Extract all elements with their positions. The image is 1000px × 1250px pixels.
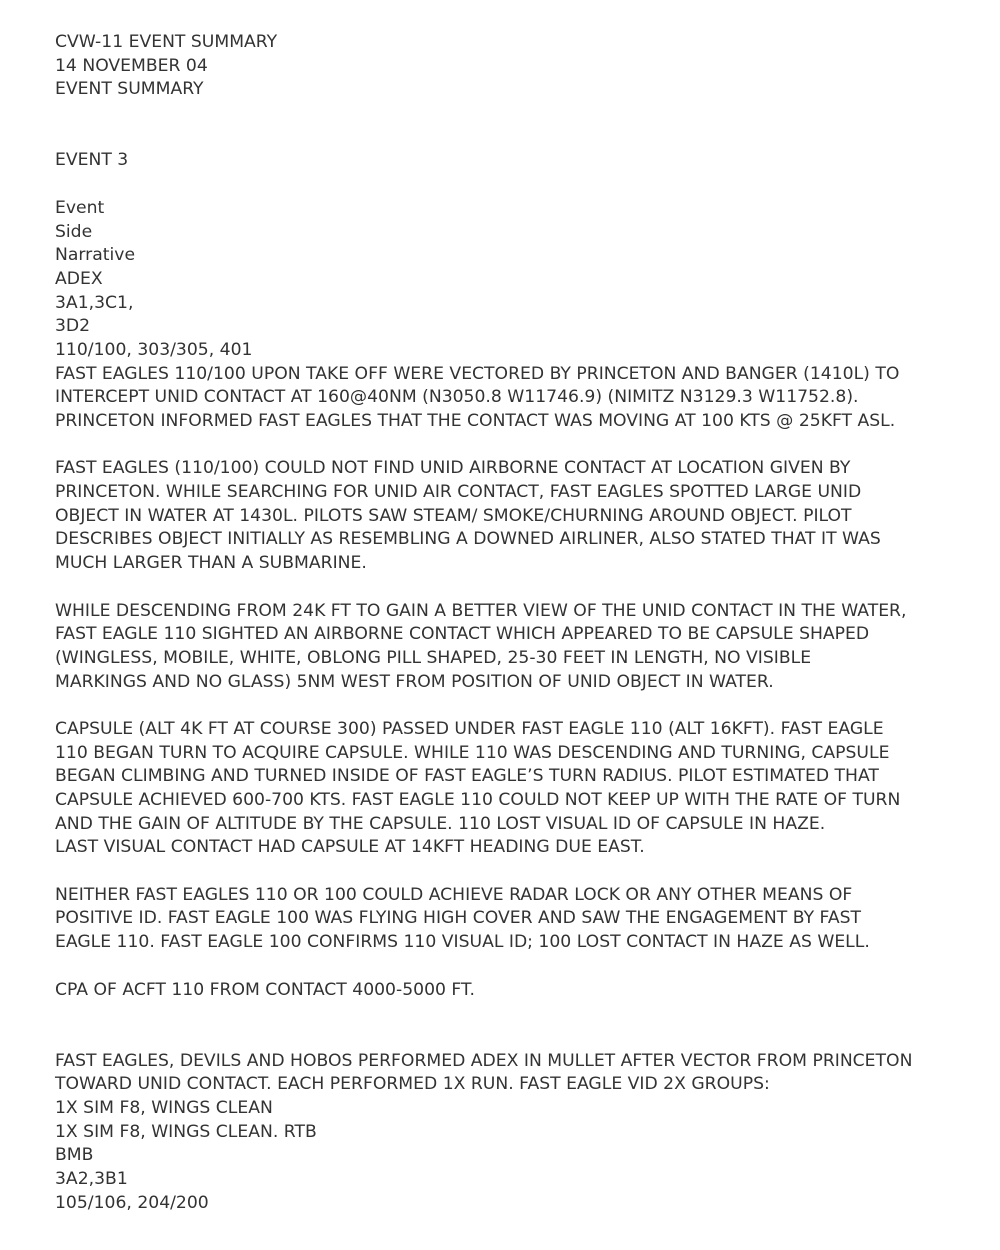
doc-line: Event <box>55 197 105 218</box>
doc-line: CPA OF ACFT 110 FROM CONTACT 4000-5000 FT. <box>55 979 475 1000</box>
doc-line: TOWARD UNID CONTACT. EACH PERFORMED 1X RUN. FAST EAGLE VID 2X GROUPS: <box>55 1074 770 1095</box>
doc-line: CAPSULE ACHIEVED 600-700 KTS. FAST EAGLE 110 COULD NOT KEEP UP WITH THE RATE OF TURN <box>55 790 901 810</box>
doc-line: BEGAN CLIMBING AND TURNED INSIDE OF FAST EAGLE’S TURN RADIUS. PILOT ESTIMATED THAT <box>55 766 879 787</box>
blank-line <box>55 102 975 126</box>
doc-line: EVENT SUMMARY <box>55 79 204 100</box>
blank-line <box>55 860 975 884</box>
doc-line: FAST EAGLES 110/100 UPON TAKE OFF WERE VECTORED BY PRINCETON AND BANGER (1410L) TO <box>55 363 900 384</box>
doc-line: 1X SIM F8, WINGS CLEAN. RTB <box>55 1121 317 1142</box>
doc-line: FAST EAGLES (110/100) COULD NOT FIND UNID AIRBORNE CONTACT AT LOCATION GIVEN BY <box>55 458 851 479</box>
doc-line: INTERCEPT UNID CONTACT AT 160@40NM (N3050.8 W11746.9) (NIMITZ N3129.3 W11752.8). <box>55 387 859 408</box>
doc-line: MUCH LARGER THAN A SUBMARINE. <box>55 553 367 574</box>
doc-line: 1X SIM F8, WINGS CLEAN <box>55 1097 273 1118</box>
doc-line: PRINCETON. WHILE SEARCHING FOR UNID AIR CONTACT, FAST EAGLES SPOTTED LARGE UNID <box>55 482 862 503</box>
doc-line: PRINCETON INFORMED FAST EAGLES THAT THE CONTACT WAS MOVING AT 100 KTS @ 25KFT ASL. <box>55 411 896 431</box>
doc-line: Narrative <box>55 245 136 266</box>
event-summary-document <box>55 31 975 1215</box>
doc-line: 110 BEGAN TURN TO ACQUIRE CAPSULE. WHILE 110 WAS DESCENDING AND TURNING, CAPSULE <box>55 742 890 763</box>
doc-line: 110/100, 303/305, 401 <box>55 339 253 360</box>
doc-line: ADEX <box>55 268 103 289</box>
doc-line: 3A2,3B1 <box>55 1169 128 1189</box>
blank-line <box>55 576 975 600</box>
doc-line: NEITHER FAST EAGLES 110 OR 100 COULD ACHIEVE RADAR LOCK OR ANY OTHER MEANS OF <box>55 884 853 905</box>
doc-line: 3A1,3C1, <box>55 292 134 313</box>
doc-line: CVW-11 EVENT SUMMARY <box>55 32 278 52</box>
doc-line: MARKINGS AND NO GLASS) 5NM WEST FROM POSITION OF UNID OBJECT IN WATER. <box>55 671 774 692</box>
doc-line: FAST EAGLES, DEVILS AND HOBOS PERFORMED ADEX IN MULLET AFTER VECTOR FROM PRINCETON <box>55 1050 913 1071</box>
doc-line: LAST VISUAL CONTACT HAD CAPSULE AT 14KFT HEADING DUE EAST. <box>55 837 645 858</box>
blank-line <box>55 694 975 718</box>
doc-line: BMB <box>55 1145 94 1166</box>
doc-line: DESCRIBES OBJECT INITIALLY AS RESEMBLING A DOWNED AIRLINER, ALSO STATED THAT IT WAS <box>55 529 881 550</box>
doc-line: CAPSULE (ALT 4K FT AT COURSE 300) PASSED UNDER FAST EAGLE 110 (ALT 16KFT). FAST EAGLE <box>55 718 884 739</box>
blank-line <box>55 1026 975 1050</box>
doc-line: EAGLE 110. FAST EAGLE 100 CONFIRMS 110 VISUAL ID; 100 LOST CONTACT IN HAZE AS WELL. <box>55 932 870 953</box>
blank-line <box>55 434 975 458</box>
doc-line: FAST EAGLE 110 SIGHTED AN AIRBORNE CONTACT WHICH APPEARED TO BE CAPSULE SHAPED <box>55 624 870 645</box>
blank-line <box>55 173 975 197</box>
doc-line: 3D2 <box>55 316 91 337</box>
blank-line <box>55 955 975 979</box>
doc-line: POSITIVE ID. FAST EAGLE 100 WAS FLYING HIGH COVER AND SAW THE ENGAGEMENT BY FAST <box>55 908 862 929</box>
doc-line: OBJECT IN WATER AT 1430L. PILOTS SAW STEAM/ SMOKE/CHURNING AROUND OBJECT. PILOT <box>55 505 852 526</box>
doc-line: Side <box>55 221 93 242</box>
doc-line: 14 NOVEMBER 04 <box>55 55 208 76</box>
blank-line <box>55 126 975 150</box>
doc-line: (WINGLESS, MOBILE, WHITE, OBLONG PILL SHAPED, 25-30 FEET IN LENGTH, NO VISIBLE <box>55 647 812 668</box>
doc-line: AND THE GAIN OF ALTITUDE BY THE CAPSULE. 110 LOST VISUAL ID OF CAPSULE IN HAZE. <box>55 813 826 834</box>
doc-line: 105/106, 204/200 <box>55 1192 209 1213</box>
doc-line: EVENT 3 <box>55 150 129 171</box>
blank-line <box>55 1002 975 1026</box>
doc-line: WHILE DESCENDING FROM 24K FT TO GAIN A BETTER VIEW OF THE UNID CONTACT IN THE WATER, <box>55 600 907 621</box>
